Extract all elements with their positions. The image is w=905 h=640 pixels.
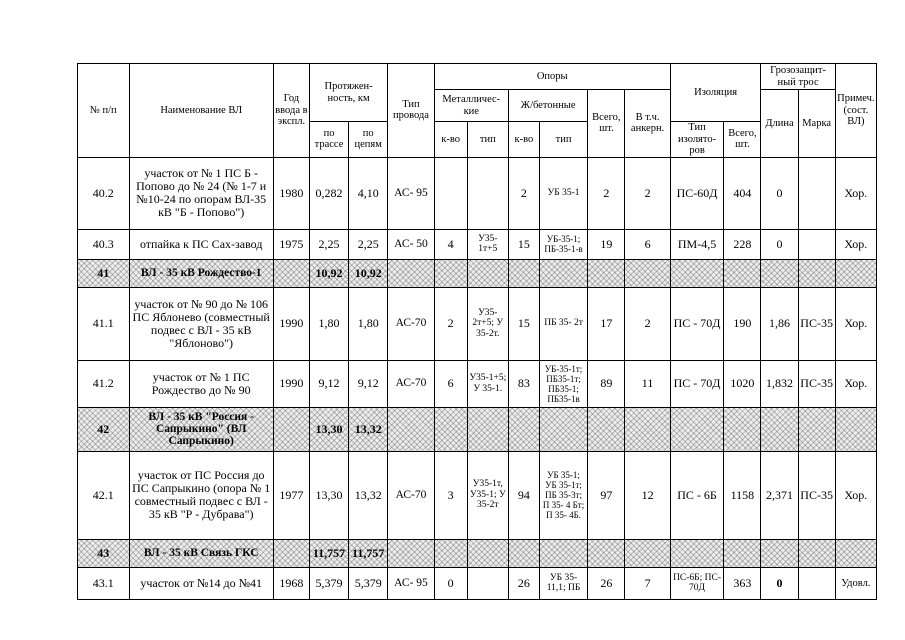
cell-name: участок от ПС Россия до ПС Сапрыкино (опора № 1 совместный подвес с ВЛ - 35 кВ "Р - Дубрава") [129, 451, 273, 539]
cell-name: участок от № 1 ПС Б - Попово до № 24 (№ 1-7 и №10-24 по опорам ВЛ-35 кВ "Б - Попово") [129, 157, 273, 229]
cell-year [273, 539, 309, 567]
cell-route: 10,92 [309, 259, 348, 287]
cell-cable-length [761, 407, 798, 451]
cell-insulator-total [724, 407, 761, 451]
cell-total: 97 [588, 451, 625, 539]
header-length: Протяжен-ность, км [309, 64, 387, 122]
cell-cable-brand [798, 567, 835, 599]
cell-note: Хор. [835, 287, 876, 360]
header-concrete-qty: к-во [508, 122, 539, 158]
cell-metal-qty: 3 [434, 451, 467, 539]
cell-concrete-type [539, 259, 587, 287]
table-row [78, 360, 877, 407]
section-row [78, 407, 877, 451]
cell-insulator-total: 1020 [724, 360, 761, 407]
cell-chains: 4,10 [349, 157, 388, 229]
cell-concrete-type: ПБ 35- 2т [539, 287, 587, 360]
cell-concrete-qty: 15 [508, 229, 539, 259]
cell-num: 43.1 [78, 567, 130, 599]
cell-wire: АС- 95 [388, 157, 434, 229]
cell-note: Хор. [835, 451, 876, 539]
cell-insulator-total [724, 539, 761, 567]
cell-note: Хор. [835, 229, 876, 259]
cell-chains: 13,32 [349, 451, 388, 539]
cell-metal-type [467, 157, 508, 229]
cell-num: 40.3 [78, 229, 130, 259]
cell-metal-qty: 0 [434, 567, 467, 599]
cell-year: 1990 [273, 287, 309, 360]
cell-note [835, 539, 876, 567]
cell-anchor: 2 [625, 157, 670, 229]
cell-chains: 9,12 [349, 360, 388, 407]
cell-name: участок от №14 до №41 [129, 567, 273, 599]
cell-chains: 13,32 [349, 407, 388, 451]
header-insulation: Изоляция [670, 64, 761, 122]
cell-chains: 10,92 [349, 259, 388, 287]
cell-note [835, 407, 876, 451]
cell-route: 0,282 [309, 157, 348, 229]
cell-concrete-qty [508, 539, 539, 567]
cell-insulator-type: ПС-60Д [670, 157, 724, 229]
header-cable-brand: Марка [798, 90, 835, 158]
cell-metal-qty [434, 539, 467, 567]
cell-concrete-qty [508, 259, 539, 287]
cell-cable-length: 0 [761, 157, 798, 229]
cell-metal-type: У35-1т+5 [467, 229, 508, 259]
cell-cable-length: 1,832 [761, 360, 798, 407]
cell-concrete-qty: 83 [508, 360, 539, 407]
cell-cable-brand [798, 157, 835, 229]
cell-concrete-qty: 2 [508, 157, 539, 229]
cell-total [588, 259, 625, 287]
cell-concrete-type: УБ-35-1т; ПБ35-1т; ПБ35-1; ПБ35-1в [539, 360, 587, 407]
cell-num: 41.2 [78, 360, 130, 407]
cell-metal-type [467, 567, 508, 599]
cell-note [835, 259, 876, 287]
cell-num: 41 [78, 259, 130, 287]
cell-anchor: 12 [625, 451, 670, 539]
cell-metal-type: У35-1+5; У 35-1. [467, 360, 508, 407]
cell-cable-length: 2,371 [761, 451, 798, 539]
cell-name: отпайка к ПС Сах-завод [129, 229, 273, 259]
cell-total: 2 [588, 157, 625, 229]
cell-route: 5,379 [309, 567, 348, 599]
cell-year: 1990 [273, 360, 309, 407]
cell-concrete-qty: 94 [508, 451, 539, 539]
cell-concrete-type: УБ 35-1; УБ 35-1т; ПБ 35-3т; П 35- 4 Бт; П 35- 4Б. [539, 451, 587, 539]
cell-insulator-type [670, 259, 724, 287]
header-length-chains: по цепям [349, 122, 388, 158]
cell-concrete-qty: 26 [508, 567, 539, 599]
header-metal-type: тип [467, 122, 508, 158]
cell-metal-type: У35-1т, У35-1; У 35-2т [467, 451, 508, 539]
cell-insulator-type: ПС - 70Д [670, 360, 724, 407]
overhead-lines-table-sheet [77, 63, 877, 600]
header-name: Наименование ВЛ [129, 64, 273, 158]
cell-chains: 2,25 [349, 229, 388, 259]
cell-chains: 1,80 [349, 287, 388, 360]
cell-chains: 11,757 [349, 539, 388, 567]
cell-year: 1980 [273, 157, 309, 229]
cell-insulator-type: ПМ-4,5 [670, 229, 724, 259]
cell-route: 13,30 [309, 407, 348, 451]
table-row [78, 451, 877, 539]
cell-year: 1968 [273, 567, 309, 599]
cell-insulator-type [670, 539, 724, 567]
cell-anchor [625, 539, 670, 567]
cell-insulator-type: ПС - 70Д [670, 287, 724, 360]
cell-name: ВЛ - 35 кВ Связь ГКС [129, 539, 273, 567]
cell-wire [388, 407, 434, 451]
cell-route: 2,25 [309, 229, 348, 259]
section-row [78, 539, 877, 567]
cell-cable-brand: ПС-35 [798, 287, 835, 360]
cell-cable-brand: ПС-35 [798, 360, 835, 407]
cell-year [273, 259, 309, 287]
cell-total: 26 [588, 567, 625, 599]
cell-metal-type: У35-2т+5; У 35-2т. [467, 287, 508, 360]
cell-metal-type [467, 539, 508, 567]
cell-route: 9,12 [309, 360, 348, 407]
overhead-lines-table [77, 63, 877, 600]
header-total: Всего, шт. [588, 90, 625, 158]
cell-cable-brand [798, 539, 835, 567]
cell-total [588, 539, 625, 567]
cell-insulator-total: 190 [724, 287, 761, 360]
cell-insulator-type: ПС - 6Б [670, 451, 724, 539]
table-row [78, 287, 877, 360]
cell-insulator-total: 228 [724, 229, 761, 259]
cell-route: 13,30 [309, 451, 348, 539]
cell-name: ВЛ - 35 кВ "Россия - Сапрыкино" (ВЛ Сапрыкино) [129, 407, 273, 451]
table-row [78, 157, 877, 229]
header-length-route: по трассе [309, 122, 348, 158]
cell-num: 43 [78, 539, 130, 567]
header-metal-qty: к-во [434, 122, 467, 158]
cell-metal-qty [434, 157, 467, 229]
cell-total: 17 [588, 287, 625, 360]
cell-anchor [625, 407, 670, 451]
cell-wire [388, 259, 434, 287]
cell-note: Удовл. [835, 567, 876, 599]
table-row [78, 567, 877, 599]
header-concrete-type: тип [539, 122, 587, 158]
cell-year [273, 407, 309, 451]
cell-metal-qty: 2 [434, 287, 467, 360]
cell-insulator-total: 363 [724, 567, 761, 599]
cell-cable-brand [798, 229, 835, 259]
cell-concrete-qty: 15 [508, 287, 539, 360]
cell-concrete-qty [508, 407, 539, 451]
header-cable: Грозозащит-ный трос [761, 64, 835, 90]
cell-num: 42.1 [78, 451, 130, 539]
table-row [78, 229, 877, 259]
cell-cable-brand: ПС-35 [798, 451, 835, 539]
cell-total: 89 [588, 360, 625, 407]
cell-metal-qty: 6 [434, 360, 467, 407]
cell-metal-type [467, 407, 508, 451]
cell-name: участок от № 90 до № 106 ПС Яблонево (совместный подвес с ВЛ - 35 кВ "Яблоново") [129, 287, 273, 360]
header-supports: Опоры [434, 64, 670, 90]
cell-wire: АС-70 [388, 451, 434, 539]
cell-note: Хор. [835, 157, 876, 229]
header-insulator-total: Всего, шт. [724, 122, 761, 158]
cell-route: 11,757 [309, 539, 348, 567]
cell-metal-qty [434, 407, 467, 451]
cell-insulator-type [670, 407, 724, 451]
header-insulator-type: Тип изолято-ров [670, 122, 724, 158]
header-metal: Металличес-кие [434, 90, 508, 122]
cell-anchor: 7 [625, 567, 670, 599]
cell-metal-type [467, 259, 508, 287]
cell-year: 1977 [273, 451, 309, 539]
cell-cable-length: 0 [761, 229, 798, 259]
cell-concrete-type: УБ 35-11,1; ПБ [539, 567, 587, 599]
cell-concrete-type [539, 539, 587, 567]
cell-insulator-total: 404 [724, 157, 761, 229]
cell-num: 41.1 [78, 287, 130, 360]
table-header [78, 64, 877, 158]
cell-cable-brand [798, 407, 835, 451]
cell-anchor: 6 [625, 229, 670, 259]
cell-anchor [625, 259, 670, 287]
header-wire: Тип провода [388, 64, 434, 158]
cell-anchor: 11 [625, 360, 670, 407]
cell-wire: АС-70 [388, 360, 434, 407]
cell-year: 1975 [273, 229, 309, 259]
cell-note: Хор. [835, 360, 876, 407]
table-body [78, 157, 877, 599]
cell-cable-brand [798, 259, 835, 287]
header-concrete: Ж/бетонные [508, 90, 587, 122]
cell-insulator-total [724, 259, 761, 287]
cell-wire [388, 539, 434, 567]
cell-num: 42 [78, 407, 130, 451]
cell-route: 1,80 [309, 287, 348, 360]
cell-anchor: 2 [625, 287, 670, 360]
cell-insulator-type: ПС-6Б; ПС- 70Д [670, 567, 724, 599]
cell-chains: 5,379 [349, 567, 388, 599]
cell-wire: АС- 95 [388, 567, 434, 599]
cell-concrete-type: УБ 35-1 [539, 157, 587, 229]
cell-name: участок от № 1 ПС Рождество до № 90 [129, 360, 273, 407]
header-note: Примеч. (сост. ВЛ) [835, 64, 876, 158]
cell-wire: АС- 50 [388, 229, 434, 259]
cell-insulator-total: 1158 [724, 451, 761, 539]
header-num: № п/п [78, 64, 130, 158]
cell-cable-length: 1,86 [761, 287, 798, 360]
cell-cable-length [761, 539, 798, 567]
cell-metal-qty [434, 259, 467, 287]
cell-num: 40.2 [78, 157, 130, 229]
cell-concrete-type: УБ-35-1; ПБ-35-1-в [539, 229, 587, 259]
cell-total: 19 [588, 229, 625, 259]
cell-wire: АС-70 [388, 287, 434, 360]
section-row [78, 259, 877, 287]
cell-cable-length [761, 259, 798, 287]
header-anchor: В т.ч. анкерн. [625, 90, 670, 158]
cell-concrete-type [539, 407, 587, 451]
header-year: Год ввода в экспл. [273, 64, 309, 158]
cell-name: ВЛ - 35 кВ Рождество-1 [129, 259, 273, 287]
cell-metal-qty: 4 [434, 229, 467, 259]
cell-total [588, 407, 625, 451]
cell-cable-length: 0 [761, 567, 798, 599]
header-cable-length: Длина [761, 90, 798, 158]
